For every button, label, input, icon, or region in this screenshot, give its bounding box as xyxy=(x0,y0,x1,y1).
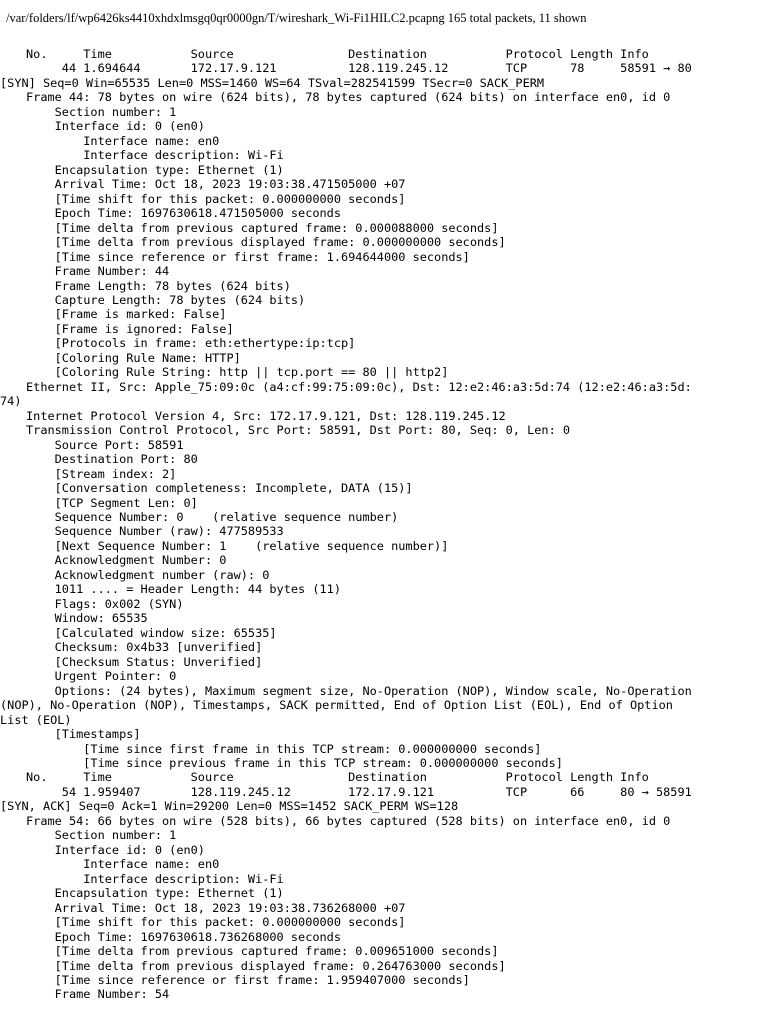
dump-line: (NOP), No-Operation (NOP), Timestamps, SACK permitted, End of Option List (EOL), End of Option xyxy=(0,698,673,713)
dump-line: Arrival Time: Oct 18, 2023 19:03:38.471505000 +07 xyxy=(26,177,406,192)
dump-line: [SYN, ACK] Seq=0 Ack=1 Win=29200 Len=0 MSS=1452 SACK_PERM WS=128 xyxy=(0,799,459,814)
dump-line: [TCP Segment Len: 0] xyxy=(26,495,198,510)
dump-line: Sequence Number (raw): 477589533 xyxy=(26,524,284,539)
dump-line: [Time since reference or first frame: 1.959407000 seconds] xyxy=(26,973,470,987)
dump-line: [Time shift for this packet: 0.000000000 seconds] xyxy=(26,915,406,930)
dump-line: Ethernet II, Src: Apple_75:09:0c (a4:cf:99:75:09:0c), Dst: 12:e2:46:a3:5d:74 (12:e2:46:a3:5d: xyxy=(26,379,692,394)
dump-line: Checksum: 0x4b33 [unverified] xyxy=(26,640,263,655)
dump-line: Epoch Time: 1697630618.471505000 seconds xyxy=(26,206,341,221)
dump-line: List (EOL) xyxy=(0,712,72,727)
dump-line: Section number: 1 xyxy=(26,828,177,843)
dump-line: [Time since reference or first frame: 1.694644000 seconds] xyxy=(26,249,470,264)
dump-line: 74) xyxy=(0,394,22,409)
dump-line: Transmission Control Protocol, Src Port: 58591, Dst Port: 80, Seq: 0, Len: 0 xyxy=(26,423,571,438)
dump-line: Destination Port: 80 xyxy=(26,452,198,467)
dump-line: Arrival Time: Oct 18, 2023 19:03:38.736268000 +07 xyxy=(26,900,406,915)
dump-line: Capture Length: 78 bytes (624 bits) xyxy=(26,292,306,307)
dump-line: No. Time Source Destination Protocol Length Info xyxy=(26,47,649,61)
dump-line: Acknowledgment Number: 0 xyxy=(26,553,227,568)
dump-line: Frame Length: 78 bytes (624 bits) xyxy=(26,278,291,293)
dump-line: Window: 65535 xyxy=(26,611,148,626)
dump-line: [Time delta from previous captured frame: 0.000088000 seconds] xyxy=(26,220,499,235)
dump-line: Internet Protocol Version 4, Src: 172.17.9.121, Dst: 128.119.245.12 xyxy=(26,408,506,423)
dump-line: [Time since previous frame in this TCP stream: 0.000000000 seconds] xyxy=(26,755,563,770)
dump-line: [Checksum Status: Unverified] xyxy=(26,654,263,669)
dump-line: [Time since first frame in this TCP stream: 0.000000000 seconds] xyxy=(26,741,542,756)
dump-line: [Coloring Rule String: http || tcp.port == 80 || http2] xyxy=(26,365,449,380)
dump-line: Options: (24 bytes), Maximum segment size, No-Operation (NOP), Window scale, No-Operation xyxy=(26,683,692,698)
dump-line: Interface description: Wi-Fi xyxy=(26,148,284,163)
dump-line: [Conversation completeness: Incomplete, DATA (15)] xyxy=(26,481,413,496)
dump-line: [Time delta from previous captured frame: 0.009651000 seconds] xyxy=(26,944,499,959)
dump-line: Flags: 0x002 (SYN) xyxy=(26,596,184,611)
dump-line: Epoch Time: 1697630618.736268000 seconds xyxy=(26,929,341,944)
dump-line: Source Port: 58591 xyxy=(26,437,184,452)
dump-line: Frame 54: 66 bytes on wire (528 bits), 66 bytes captured (528 bits) on interface en0, id 0 xyxy=(26,813,671,828)
dump-line: [Frame is marked: False] xyxy=(26,307,227,322)
dump-line: Interface name: en0 xyxy=(26,857,220,872)
packet-details-dump xyxy=(0,47,762,1002)
dump-line: [Frame is ignored: False] xyxy=(26,321,234,336)
dump-line: 44 1.694644 172.17.9.121 128.119.245.12 TCP 78 58591 → 80 xyxy=(26,61,692,76)
dump-line: [Timestamps] xyxy=(26,727,141,742)
capture-file-path: /var/folders/lf/wp6426ks4410xhdxlmsgq0qr0000gn/T/wireshark_Wi-Fi1HILC2.pcapng xyxy=(6,11,445,25)
dump-line: [Coloring Rule Name: HTTP] xyxy=(26,350,241,365)
dump-line: Interface id: 0 (en0) xyxy=(26,119,205,134)
dump-line: 54 1.959407 128.119.245.12 172.17.9.121 TCP 66 80 → 58591 xyxy=(26,784,692,799)
dump-line: 1011 .... = Header Length: 44 bytes (11) xyxy=(26,582,341,597)
dump-line: [Time shift for this packet: 0.000000000 seconds] xyxy=(26,191,406,206)
dump-line: [Time delta from previous displayed frame: 0.000000000 seconds] xyxy=(26,235,506,250)
dump-line: [Stream index: 2] xyxy=(26,466,177,481)
dump-line: Interface description: Wi-Fi xyxy=(26,871,284,886)
dump-line: [Time delta from previous displayed frame: 0.264763000 seconds] xyxy=(26,958,506,973)
dump-line: Frame 44: 78 bytes on wire (624 bits), 78 bytes captured (624 bits) on interface en0, id 0 xyxy=(26,90,671,105)
dump-line: Frame Number: 54 xyxy=(26,987,170,1002)
dump-line: Acknowledgment number (raw): 0 xyxy=(26,567,270,582)
dump-line: [Calculated window size: 65535] xyxy=(26,625,277,640)
dump-line: Encapsulation type: Ethernet (1) xyxy=(26,162,284,177)
dump-line: Interface id: 0 (en0) xyxy=(26,842,205,857)
dump-line: Section number: 1 xyxy=(26,104,177,119)
dump-line: Sequence Number: 0 (relative sequence number) xyxy=(26,510,399,524)
packet-count-summary: 165 total packets, 11 shown xyxy=(447,11,587,25)
dump-line: [SYN] Seq=0 Win=65535 Len=0 MSS=1460 WS=64 TSval=282541599 TSecr=0 SACK_PERM xyxy=(0,75,545,90)
dump-line: [Protocols in frame: eth:ethertype:ip:tcp] xyxy=(26,336,356,351)
dump-line: Urgent Pointer: 0 xyxy=(26,669,177,684)
dump-line: Frame Number: 44 xyxy=(26,264,170,279)
dump-line: No. Time Source Destination Protocol Length Info xyxy=(26,770,649,785)
document-header xyxy=(6,11,762,26)
dump-line: Interface name: en0 xyxy=(26,133,220,148)
dump-line: [Next Sequence Number: 1 (relative sequence number)] xyxy=(26,538,449,553)
dump-line: Encapsulation type: Ethernet (1) xyxy=(26,886,284,901)
